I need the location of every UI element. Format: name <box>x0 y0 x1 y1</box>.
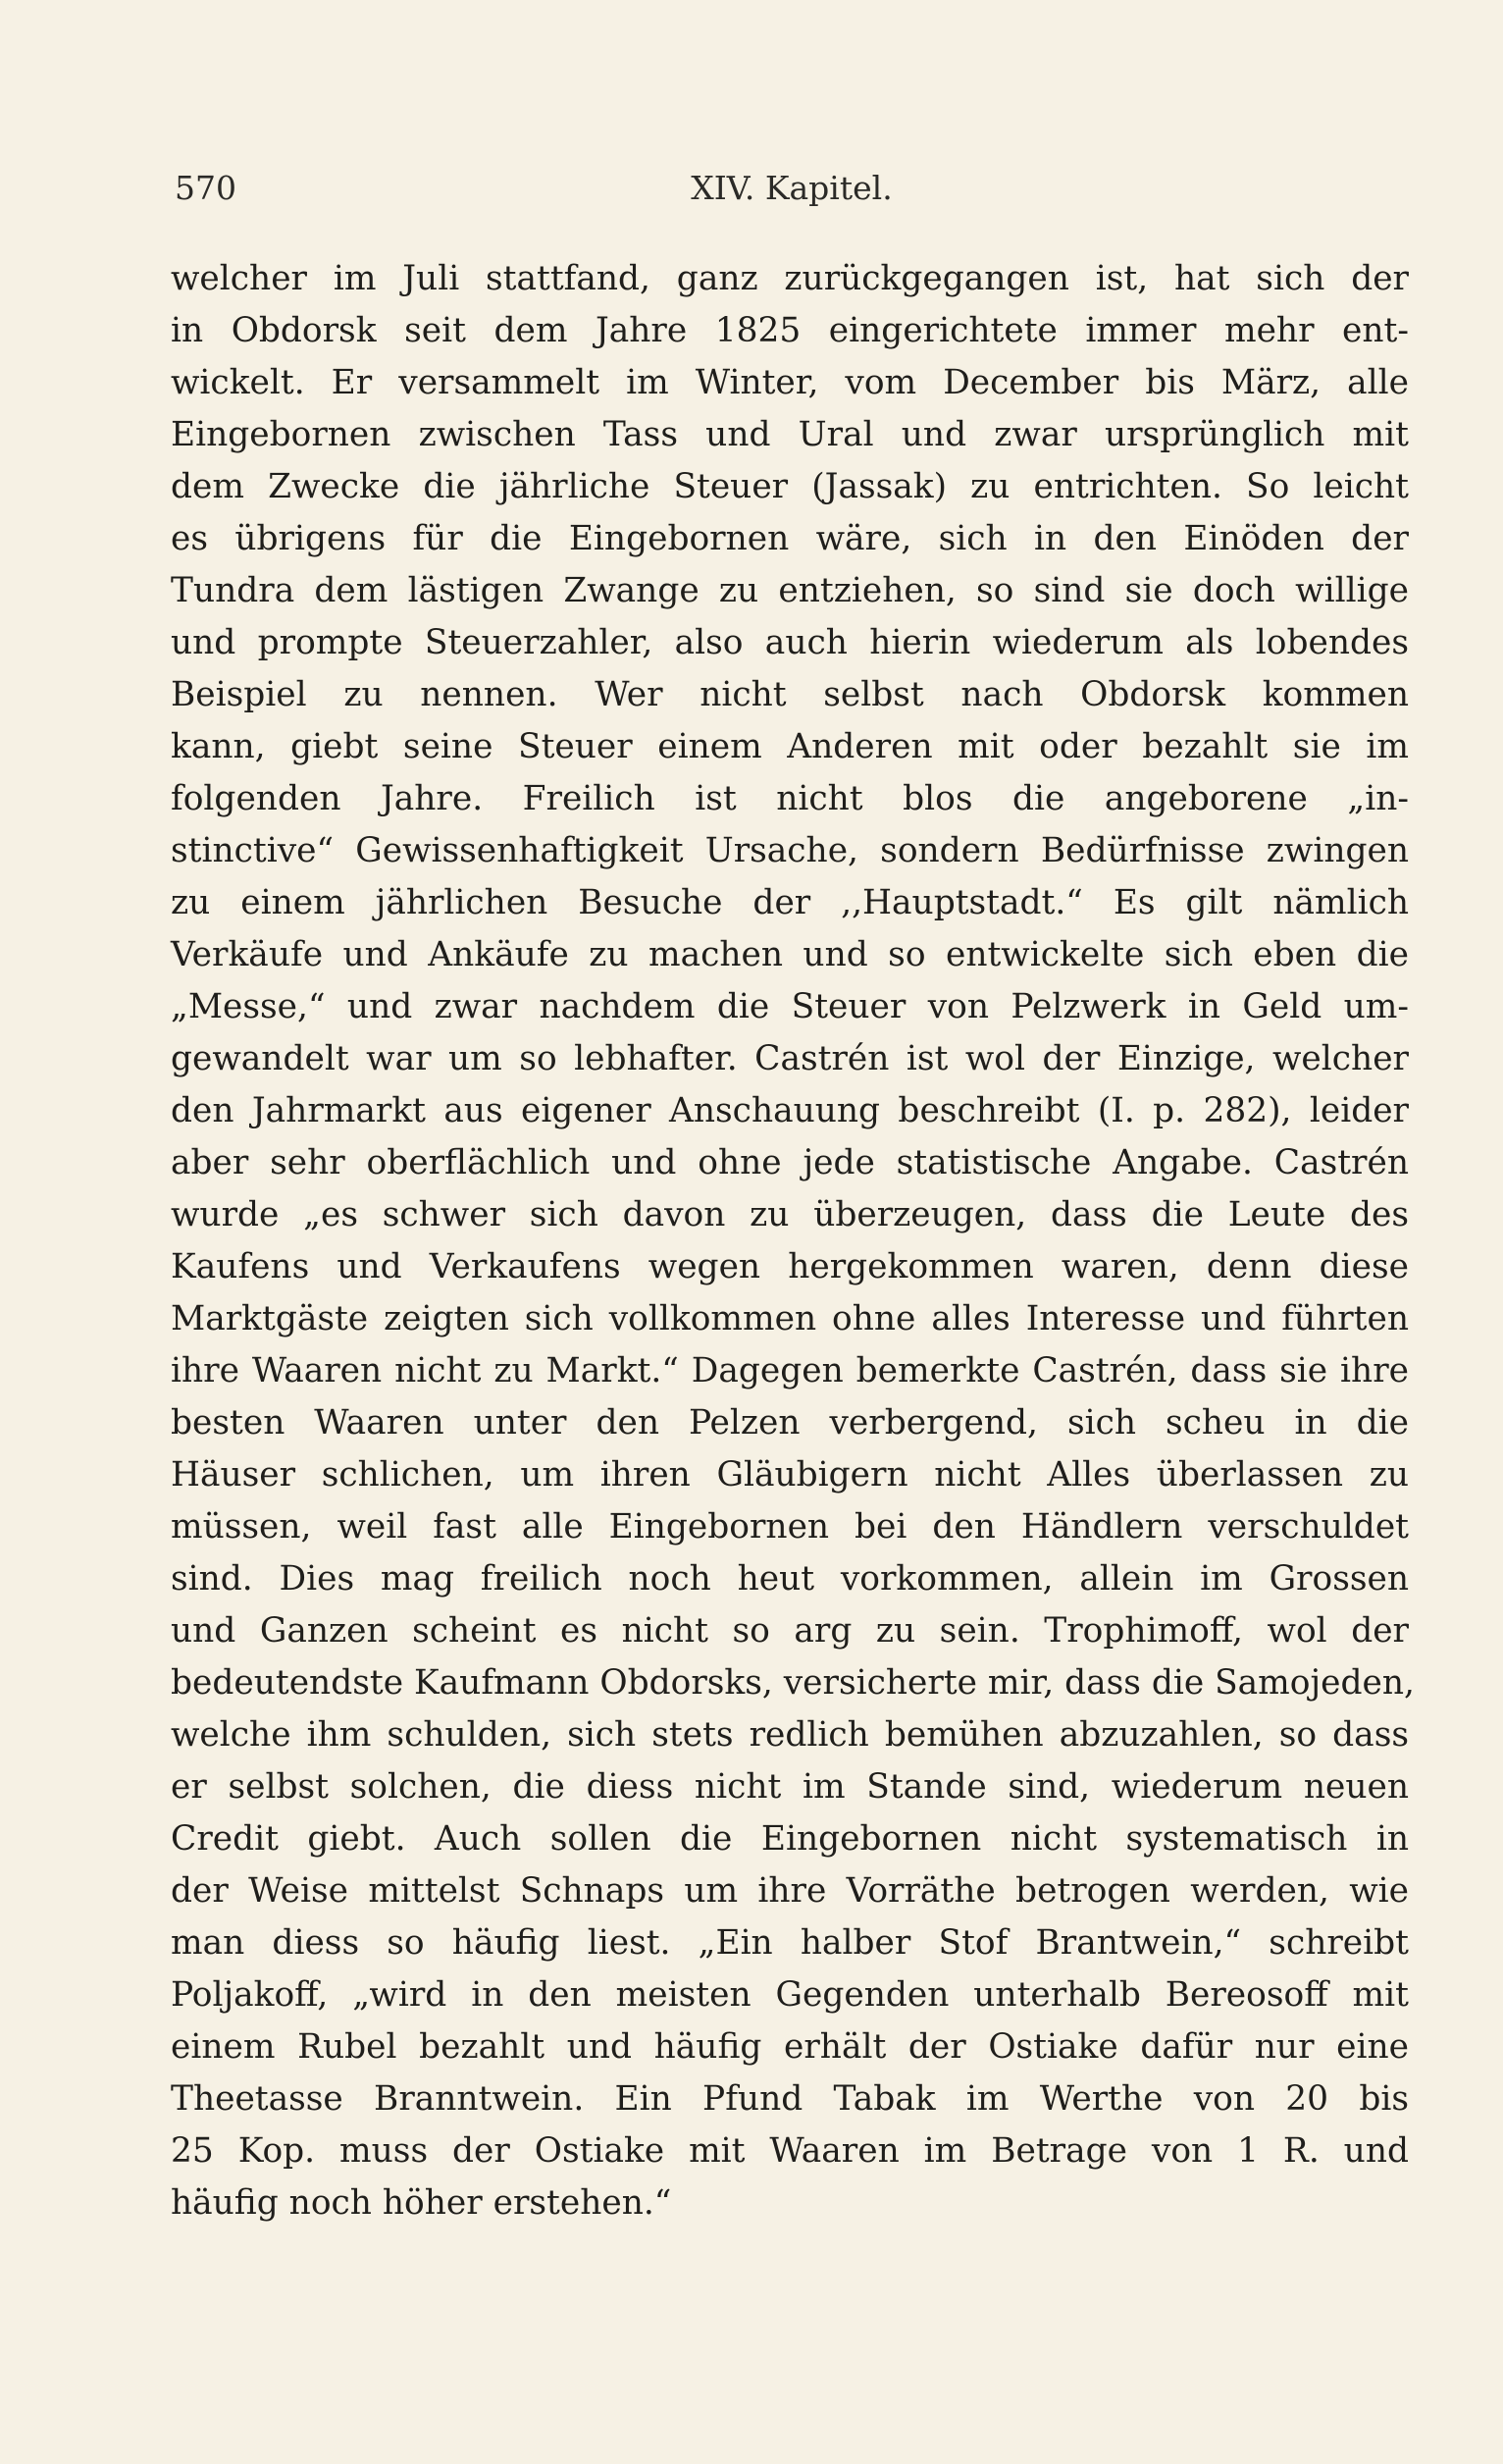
body-text <box>171 253 1415 2229</box>
text-line: einem Rubel bezahlt und häufig erhält der Ostiake dafür nur eine <box>171 2027 1409 2067</box>
text-line: „Messe,“ und zwar nachdem die Steuer von Pelzwerk in Geld um- <box>171 987 1409 1026</box>
text-line: 25 Kop. muss der Ostiake mit Waaren im Betrage von 1 R. und <box>171 2131 1409 2171</box>
text-line: er selbst solchen, die diess nicht im Stande sind, wiederum neuen <box>171 1767 1409 1807</box>
text-line: welche ihm schulden, sich stets redlich bemühen abzuzahlen, so dass <box>171 1715 1409 1755</box>
text-line: zu einem jährlichen Besuche der ,,Hauptstadt.“ Es gilt nämlich <box>171 883 1409 922</box>
text-line: Beispiel zu nennen. Wer nicht selbst nach Obdorsk kommen <box>171 675 1409 714</box>
text-line: man diess so häufig liest. „Ein halber Stof Brantwein,“ schreibt <box>171 1923 1409 1963</box>
page-number: 570 <box>175 169 236 207</box>
text-line: den Jahrmarkt aus eigener Anschauung beschreibt (I. p. 282), leider <box>171 1091 1409 1130</box>
text-line: Häuser schlichen, um ihren Gläubigern nicht Alles überlassen zu <box>171 1455 1409 1494</box>
text-line: Kaufens und Verkaufens wegen hergekommen waren, denn diese <box>171 1247 1409 1286</box>
text-line: aber sehr oberflächlich und ohne jede statistische Angabe. Castrén <box>171 1143 1409 1182</box>
text-line: folgenden Jahre. Freilich ist nicht blos die angeborene „in- <box>171 779 1409 818</box>
chapter-title: XIV. Kapitel. <box>691 169 893 207</box>
text-line: müssen, weil fast alle Eingebornen bei den Händlern verschuldet <box>171 1507 1409 1547</box>
text-line: Theetasse Branntwein. Ein Pfund Tabak im Werthe von 20 bis <box>171 2079 1409 2119</box>
text-line: Credit giebt. Auch sollen die Eingebornen nicht systematisch in <box>171 1819 1409 1859</box>
text-line: wickelt. Er versammelt im Winter, vom December bis März, alle <box>171 363 1409 402</box>
text-line: sind. Dies mag freilich noch heut vorkommen, allein im Grossen <box>171 1559 1409 1599</box>
text-line: welcher im Juli stattfand, ganz zurückgegangen ist, hat sich der <box>171 259 1409 298</box>
text-line: der Weise mittelst Schnaps um ihre Vorräthe betrogen werden, wie <box>171 1871 1409 1911</box>
text-line: es übrigens für die Eingebornen wäre, sich in den Einöden der <box>171 519 1409 558</box>
text-line: stinctive“ Gewissenhaftigkeit Ursache, sondern Bedürfnisse zwingen <box>171 831 1409 870</box>
text-line: Eingebornen zwischen Tass und Ural und zwar ursprünglich mit <box>171 415 1409 454</box>
text-line: besten Waaren unter den Pelzen verbergend, sich scheu in die <box>171 1403 1409 1442</box>
text-line: und Ganzen scheint es nicht so arg zu sein. Trophimoff, wol der <box>171 1611 1409 1651</box>
text-line: wurde „es schwer sich davon zu überzeugen, dass die Leute des <box>171 1195 1409 1234</box>
text-line: ihre Waaren nicht zu Markt.“ Dagegen bemerkte Castrén, dass sie ihre <box>171 1351 1409 1390</box>
text-line: häufig noch höher erstehen.“ <box>171 2183 672 2223</box>
running-head <box>175 169 1409 212</box>
text-line: in Obdorsk seit dem Jahre 1825 eingerichtete immer mehr ent- <box>171 311 1409 350</box>
text-line: Tundra dem lästigen Zwange zu entziehen, so sind sie doch willige <box>171 571 1409 610</box>
text-line: kann, giebt seine Steuer einem Anderen mit oder bezahlt sie im <box>171 727 1409 766</box>
text-line: Marktgäste zeigten sich vollkommen ohne alles Interesse und führten <box>171 1299 1409 1338</box>
text-line: bedeutendste Kaufmann Obdorsks, versicherte mir, dass die Samojeden, <box>171 1663 1415 1703</box>
text-line: und prompte Steuerzahler, also auch hierin wiederum als lobendes <box>171 623 1409 662</box>
text-line: Verkäufe und Ankäufe zu machen und so entwickelte sich eben die <box>171 935 1409 974</box>
text-line: dem Zwecke die jährliche Steuer (Jassak) zu entrichten. So leicht <box>171 467 1409 506</box>
text-line: gewandelt war um so lebhafter. Castrén ist wol der Einzige, welcher <box>171 1039 1409 1078</box>
text-line: Poljakoff, „wird in den meisten Gegenden unterhalb Bereosoff mit <box>171 1975 1409 2015</box>
